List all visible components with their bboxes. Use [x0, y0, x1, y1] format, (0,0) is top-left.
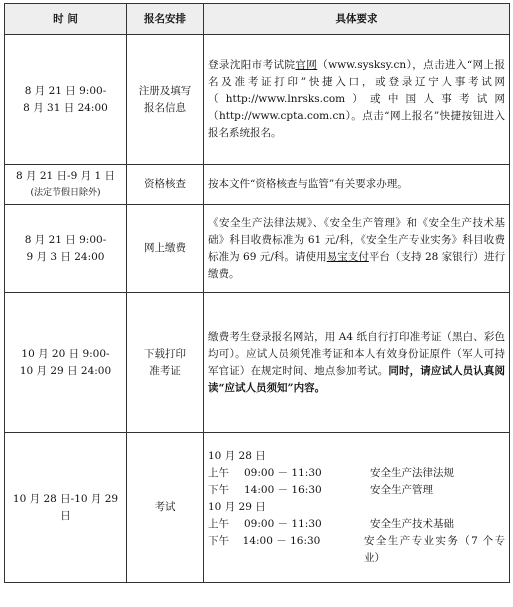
time-note: (法定节假日除外) [30, 187, 101, 198]
time-line: 10 月 28 日-10 月 29 日 [12, 492, 119, 522]
requirements-cell [204, 35, 510, 165]
requirement-text: 缴费考生登录报名网站，用 A4 纸自行打印准考证（黑白、彩色均可）。应试人员须凭准考证和本人有效身份证原件（军人可持军官证）在规定时间、地点参加考试。 [208, 330, 505, 377]
header-arrangement: 报名安排 [127, 4, 204, 35]
time-cell [5, 35, 127, 165]
requirement-bold-text: 同时，请应试人员认真阅读“应试人员须知”内容。 [208, 364, 506, 394]
arrangement-line: 报名信息 [144, 101, 186, 114]
exam-schedule-table [4, 3, 510, 583]
requirement-text: 《安全生产法律法规》、《安全生产管理》和《安全生产技术基础》科目收费标准为 61 元/科，《安全生产专业实务》科目收费标准为 69 元/科。请使用 [208, 216, 505, 263]
time-cell [5, 205, 127, 293]
arrangement-line: 下载打印 [144, 347, 186, 360]
requirement-text: 平台（支持 28 家银行）进行缴费。 [208, 250, 505, 280]
arrangement-line: 资格核查 [144, 178, 186, 190]
arrangement-cell [127, 433, 204, 583]
payment-platform-link[interactable]: 易宝支付 [326, 250, 369, 263]
table-row [5, 205, 510, 293]
requirements-cell [204, 165, 510, 205]
schedule-entry: 上午 09:00 － 11:30 安全生产技术基础 [208, 518, 454, 530]
requirements-cell [204, 205, 510, 293]
time-line: 9 月 3 日 24:00 [26, 250, 105, 263]
requirements-cell [204, 293, 510, 433]
website-link[interactable]: 官网 [295, 59, 318, 71]
schedule-entry: 下午 14:00 － 16:30 安全生产管理 [208, 484, 433, 496]
time-cell [5, 433, 127, 583]
requirement-text: 登录沈阳市考试院 [208, 59, 296, 71]
time-line: 8 月 21 日 9:00- [24, 233, 107, 246]
time-cell [5, 165, 127, 205]
time-line: 10 月 29 日 24:00 [19, 364, 112, 377]
table-row [5, 293, 510, 433]
time-cell [5, 293, 127, 433]
arrangement-cell [127, 205, 204, 293]
table-row [5, 433, 510, 583]
time-line: 8 月 21 日 9:00- [24, 84, 107, 97]
header-requirements: 具体要求 [204, 4, 510, 35]
header-time: 时 间 [5, 4, 127, 35]
arrangement-cell [127, 35, 204, 165]
time-line: 8 月 21 日-9 月 1 日 [16, 169, 115, 182]
exam-day: 10 月 28 日 [208, 450, 266, 462]
schedule-entry: 上午 09:00 － 11:30 安全生产法律法规 [208, 467, 454, 479]
arrangement-cell [127, 293, 204, 433]
schedule-entry: 下午 14:00 － 16:30 安全生产专业实务（7 个专业） [208, 535, 506, 564]
requirement-text: 按本文件“资格核查与监管”有关要求办理。 [208, 178, 408, 190]
time-line: 8 月 31 日 24:00 [23, 101, 108, 114]
arrangement-line: 准考证 [149, 364, 181, 377]
exam-day: 10 月 29 日 [208, 501, 266, 513]
exam-schedule-cell [204, 433, 510, 583]
time-line: 10 月 20 日 9:00- [21, 347, 110, 360]
arrangement-line: 考试 [154, 501, 176, 513]
table-row [5, 35, 510, 165]
arrangement-line: 注册及填写 [138, 84, 192, 97]
requirement-text: （www.sysksy.cn），点击进入“网上报名及准考证打印”快捷入口，或登录辽宁人事考试网（http://www.lnrsks.com）或中国人事考试网（http://www.cpta.com.cn）。点击“网上报名”快捷按钮进入报名系统报名。 [208, 59, 506, 139]
header-row [5, 4, 510, 35]
table-row [5, 165, 510, 205]
arrangement-cell [127, 165, 204, 205]
arrangement-line: 网上缴费 [144, 242, 186, 254]
